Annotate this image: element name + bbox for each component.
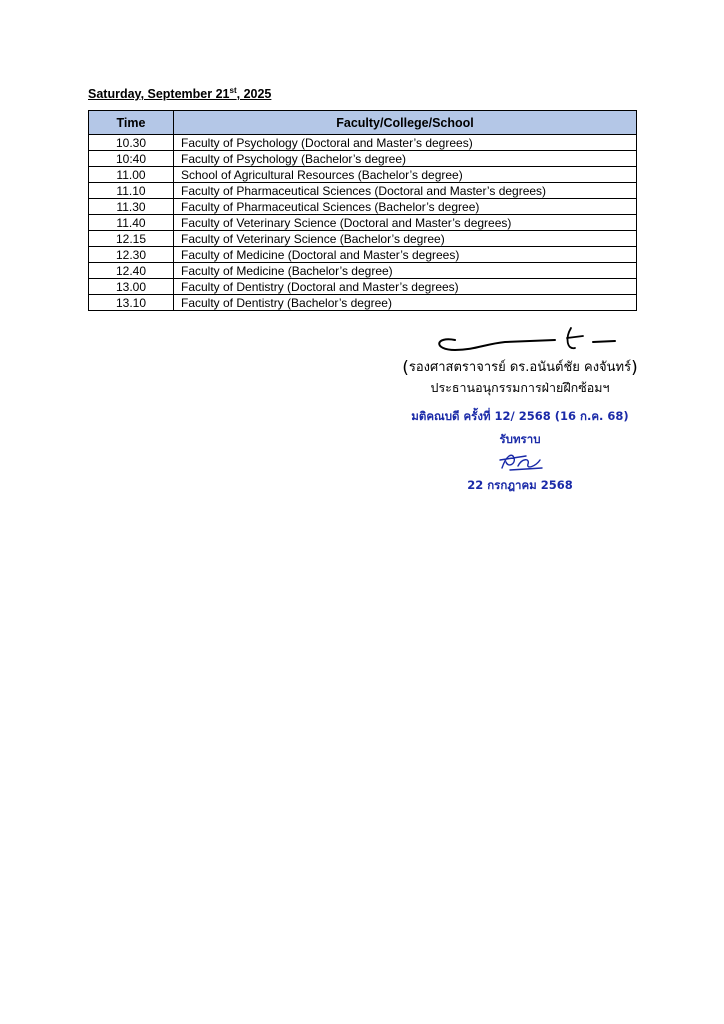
signer-name	[400, 356, 640, 378]
time-cell: 11.00	[89, 167, 174, 183]
table-row	[89, 247, 637, 263]
time-cell: 11.40	[89, 215, 174, 231]
faculty-cell: Faculty of Psychology (Bachelor’s degree)	[174, 151, 637, 167]
time-cell: 11.10	[89, 183, 174, 199]
table-row	[89, 199, 637, 215]
table-row	[89, 215, 637, 231]
table-row	[89, 167, 637, 183]
date-heading	[88, 87, 271, 101]
table-header-row	[89, 111, 637, 135]
time-cell: 12.40	[89, 263, 174, 279]
resolution-date: 22 กรกฎาคม 2568	[467, 478, 573, 492]
resolution-meeting: มติคณบดี ครั้งที่ 12/ 2568 (16 ก.ค. 68)	[411, 409, 629, 423]
faculty-cell: Faculty of Veterinary Science (Doctoral and Master’s degrees)	[174, 215, 637, 231]
faculty-cell: Faculty of Pharmaceutical Sciences (Bachelor’s degree)	[174, 199, 637, 215]
time-cell: 11.30	[89, 199, 174, 215]
faculty-cell: Faculty of Medicine (Doctoral and Master’s degrees)	[174, 247, 637, 263]
table-row	[89, 263, 637, 279]
time-cell: 12.15	[89, 231, 174, 247]
time-cell: 12.30	[89, 247, 174, 263]
faculty-column-header: Faculty/College/School	[174, 111, 637, 135]
signer-title: ประธานอนุกรรมการฝ่ายฝึกซ้อมฯ	[430, 380, 610, 395]
table-row	[89, 295, 637, 311]
date-heading-main: Saturday, September 21	[88, 87, 230, 101]
table-row	[89, 279, 637, 295]
time-cell: 10:40	[89, 151, 174, 167]
faculty-cell: Faculty of Veterinary Science (Bachelor’s degree)	[174, 231, 637, 247]
date-ordinal-suffix: st	[229, 85, 237, 95]
schedule-body	[89, 135, 637, 311]
signer-name-text: รองศาสตราจารย์ ดร.อนันต์ชัย คงจันทร์	[408, 360, 632, 375]
table-row	[89, 135, 637, 151]
table-row	[89, 151, 637, 167]
faculty-cell: Faculty of Pharmaceutical Sciences (Doctoral and Master’s degrees)	[174, 183, 637, 199]
faculty-cell: School of Agricultural Resources (Bachelor’s degree)	[174, 167, 637, 183]
date-heading-year: , 2025	[236, 87, 272, 101]
time-cell: 13.00	[89, 279, 174, 295]
faculty-cell: Faculty of Dentistry (Doctoral and Master’s degrees)	[174, 279, 637, 295]
initial-signature	[496, 448, 552, 474]
faculty-cell: Faculty of Psychology (Doctoral and Master’s degrees)	[174, 135, 637, 151]
time-cell: 13.10	[89, 295, 174, 311]
resolution-acknowledged: รับทราบ	[499, 432, 541, 446]
time-cell: 10.30	[89, 135, 174, 151]
open-paren: (	[402, 358, 409, 378]
time-column-header: Time	[89, 111, 174, 135]
faculty-cell: Faculty of Medicine (Bachelor’s degree)	[174, 263, 637, 279]
close-paren: )	[631, 358, 638, 378]
table-row	[89, 231, 637, 247]
schedule-table	[88, 110, 637, 311]
handwritten-signature	[425, 318, 625, 358]
table-row	[89, 183, 637, 199]
faculty-cell: Faculty of Dentistry (Bachelor’s degree)	[174, 295, 637, 311]
